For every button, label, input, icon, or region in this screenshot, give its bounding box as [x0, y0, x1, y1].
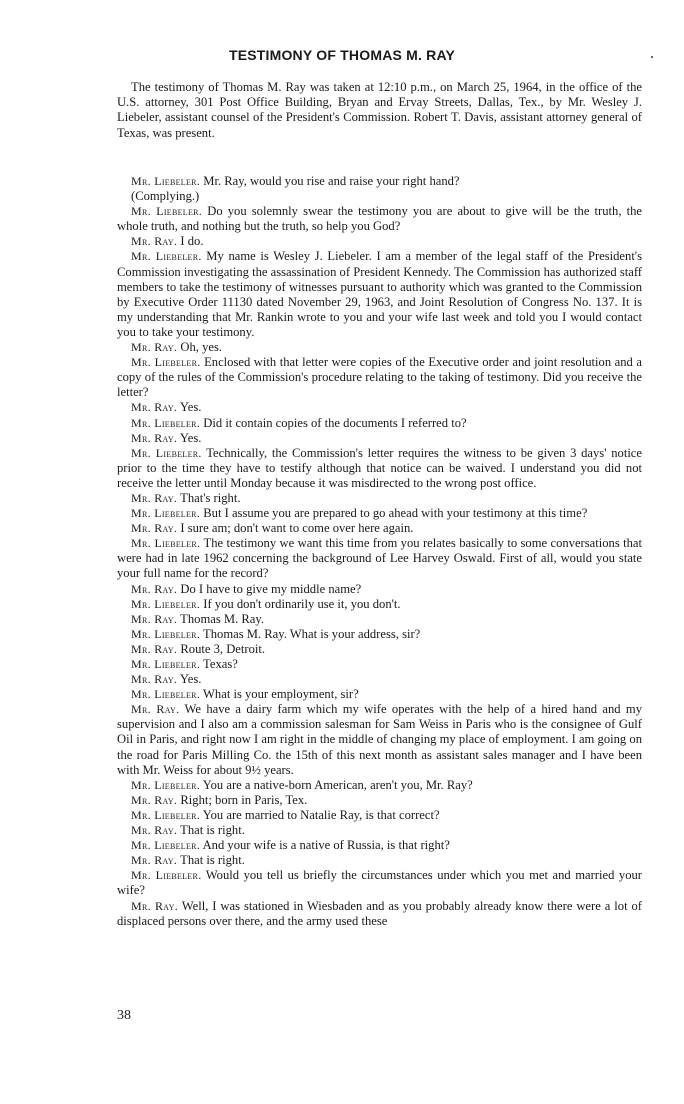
dialogue-paragraph: [117, 627, 642, 642]
dialogue-paragraph: [117, 823, 642, 838]
dialogue-paragraph: [117, 838, 642, 853]
dialogue-text: (Complying.): [131, 189, 200, 204]
dialogue-text: Mr. Ray, would you rise and raise your right hand?: [200, 174, 460, 188]
dialogue-text: Right; born in Paris, Tex.: [177, 792, 308, 807]
dialogue-paragraph: [117, 612, 642, 627]
dialogue-text: But I assume you are prepared to go ahead with your testimony at this time?: [200, 506, 588, 521]
speaker-name: Mr. Liebeler.: [131, 626, 201, 641]
dialogue-text: If you don't ordinarily use it, you don't.: [200, 596, 401, 611]
dialogue-text: Thomas M. Ray. What is your address, sir?: [200, 626, 421, 641]
dialogue-paragraph: [117, 491, 642, 506]
dialogue-paragraph: [117, 431, 642, 446]
speaker-name: Mr. Ray.: [131, 641, 178, 656]
dialogue-paragraph: [117, 249, 642, 340]
dialogue-text: Would you tell us briefly the circumstances under which you met and married your wife?: [117, 868, 642, 898]
speaker-name: Mr. Liebeler.: [131, 174, 201, 188]
speaker-name: Mr. Ray.: [131, 521, 178, 536]
dialogue-paragraph: [117, 778, 642, 793]
dialogue-paragraph: [117, 521, 642, 536]
dialogue-paragraph: [117, 340, 642, 355]
speaker-name: Mr. Liebeler.: [131, 506, 201, 521]
dialogue-paragraph: [117, 582, 642, 597]
dialogue-paragraph: [117, 853, 642, 868]
speaker-name: Mr. Ray.: [131, 581, 178, 596]
dialogue-text: We have a dairy farm which my wife operates with the help of a hired hand and my supervision and I also am a commission salesman for Sam Weiss in Paris who is the consignee of Gulf Oil in Paris, and right now I am right in the middle of changing my place of employment. I am going on the road for Paris Milling Co. the 15th of this next month as assistant sales manager and I have been with Mr. Weiss for about 9½ years.: [117, 702, 642, 777]
dialogue-text: Thomas M. Ray.: [177, 611, 264, 626]
dialogue-text: My name is Wesley J. Liebeler. I am a member of the legal staff of the President's Commission investigating the assassination of President Kennedy. The Commission has authorized staff members to take the testimony of witnesses pursuant to authority which was granted to the Commission by Executive Order 11130 dated November 29, 1963, and Joint Resolution of Congress No. 137. It is my understanding that Mr. Rankin wrote to you and your wife last week and told you I would contact you to take your testimony.: [117, 249, 642, 339]
speaker-name: Mr. Liebeler.: [131, 415, 201, 430]
page-title: TESTIMONY OF THOMAS M. RAY: [228, 47, 456, 63]
speaker-name: Mr. Ray.: [131, 792, 178, 807]
speaker-name: Mr. Liebeler.: [131, 596, 201, 611]
testimony-dialogue: [117, 174, 642, 929]
speaker-name: Mr. Liebeler.: [131, 838, 201, 853]
speaker-name: Mr. Liebeler.: [131, 687, 201, 702]
dialogue-text: I sure am; don't want to come over here again.: [177, 521, 414, 536]
dialogue-text: That is right.: [177, 853, 245, 868]
dialogue-paragraph: [117, 174, 642, 189]
speaker-name: Mr. Liebeler.: [131, 355, 201, 370]
dialogue-paragraph: [117, 657, 642, 672]
dialogue-paragraph: [117, 506, 642, 521]
dialogue-text: Route 3, Detroit.: [177, 641, 266, 656]
dialogue-text: What is your employment, sir?: [200, 687, 359, 702]
dialogue-paragraph: [117, 702, 642, 777]
dialogue-text: Technically, the Commission's letter requires the witness to be given 3 days' notice prior to the time they have to testify although that notice can be waived. I understand you did not receive the letter until Monday because it was misdirected to the wrong post office.: [117, 445, 642, 490]
dialogue-text: Yes.: [177, 400, 202, 415]
dialogue-paragraph: [117, 687, 642, 702]
dialogue-text: You are a native-born American, aren't you, Mr. Ray?: [200, 777, 473, 792]
dialogue-text: I do.: [177, 234, 204, 249]
speaker-name: Mr. Ray.: [131, 702, 180, 717]
speaker-name: Mr. Liebeler.: [131, 777, 201, 792]
print-speck: [651, 56, 653, 58]
dialogue-text: Oh, yes.: [177, 340, 223, 355]
dialogue-paragraph: [117, 642, 642, 657]
dialogue-text: Well, I was stationed in Wiesbaden and as you probably already know there were a lot of displaced persons over there, and the army used these: [117, 898, 642, 928]
speaker-name: Mr. Ray.: [131, 340, 178, 355]
page-number: 38: [117, 1008, 131, 1023]
dialogue-text: Do I have to give my middle name?: [177, 581, 362, 596]
dialogue-text: Enclosed with that letter were copies of the Executive order and joint resolution and a copy of the rules of the Commission's procedure relating to the taking of testimony. Did you receive the letter?: [117, 355, 642, 400]
dialogue-paragraph: [117, 672, 642, 687]
dialogue-paragraph: [117, 416, 642, 431]
speaker-name: Mr. Ray.: [131, 611, 178, 626]
speaker-name: Mr. Liebeler.: [131, 445, 202, 460]
dialogue-paragraph: [117, 189, 642, 204]
intro-paragraph: The testimony of Thomas M. Ray was taken at 12:10 p.m., on March 25, 1964, in the office of the U.S. attorney, 301 Post Office Building, Bryan and Ervay Streets, Dallas, Tex., by Mr. Wesley J. Liebeler, assistant counsel of the President's Commission. Robert T. Davis, assistant attorney general of Texas, was present.: [117, 80, 642, 140]
speaker-name: Mr. Ray.: [131, 823, 178, 838]
dialogue-text: That's right.: [177, 490, 241, 505]
dialogue-paragraph: [117, 793, 642, 808]
dialogue-paragraph: [117, 808, 642, 823]
dialogue-paragraph: [117, 234, 642, 249]
dialogue-text: Yes.: [177, 430, 202, 445]
dialogue-paragraph: [117, 355, 642, 400]
dialogue-text: Texas?: [200, 657, 238, 671]
speaker-name: Mr. Liebeler.: [131, 807, 201, 822]
speaker-name: Mr. Ray.: [131, 672, 178, 687]
speaker-name: Mr. Ray.: [131, 400, 178, 415]
dialogue-paragraph: [117, 899, 642, 929]
speaker-name: Mr. Liebeler.: [131, 536, 201, 551]
speaker-name: Mr. Ray.: [131, 490, 178, 505]
dialogue-paragraph: [117, 204, 642, 234]
speaker-name: Mr. Ray.: [131, 853, 178, 868]
speaker-name: Mr. Liebeler.: [131, 657, 201, 671]
dialogue-text: You are married to Natalie Ray, is that correct?: [200, 807, 440, 822]
dialogue-text: Do you solemnly swear the testimony you are about to give will be the truth, the whole truth, and nothing but the truth, so help you God?: [117, 204, 642, 234]
speaker-name: Mr. Ray.: [131, 898, 179, 913]
dialogue-text: That is right.: [177, 823, 245, 838]
dialogue-paragraph: [117, 400, 642, 415]
dialogue-text: The testimony we want this time from you relates basically to some conversations that were had in late 1962 concerning the background of Lee Harvey Oswald. First of all, would you state your full name for the record?: [117, 536, 642, 581]
dialogue-paragraph: [117, 597, 642, 612]
dialogue-paragraph: [117, 446, 642, 491]
speaker-name: Mr. Ray.: [131, 234, 178, 249]
dialogue-paragraph: [117, 536, 642, 581]
dialogue-paragraph: [117, 868, 642, 898]
speaker-name: Mr. Liebeler.: [131, 204, 203, 219]
speaker-name: Mr. Ray.: [131, 430, 178, 445]
speaker-name: Mr. Liebeler.: [131, 868, 202, 883]
dialogue-text: Did it contain copies of the documents I referred to?: [200, 415, 467, 430]
dialogue-text: And your wife is a native of Russia, is that right?: [200, 838, 450, 853]
dialogue-text: Yes.: [177, 672, 202, 687]
speaker-name: Mr. Liebeler.: [131, 249, 202, 264]
